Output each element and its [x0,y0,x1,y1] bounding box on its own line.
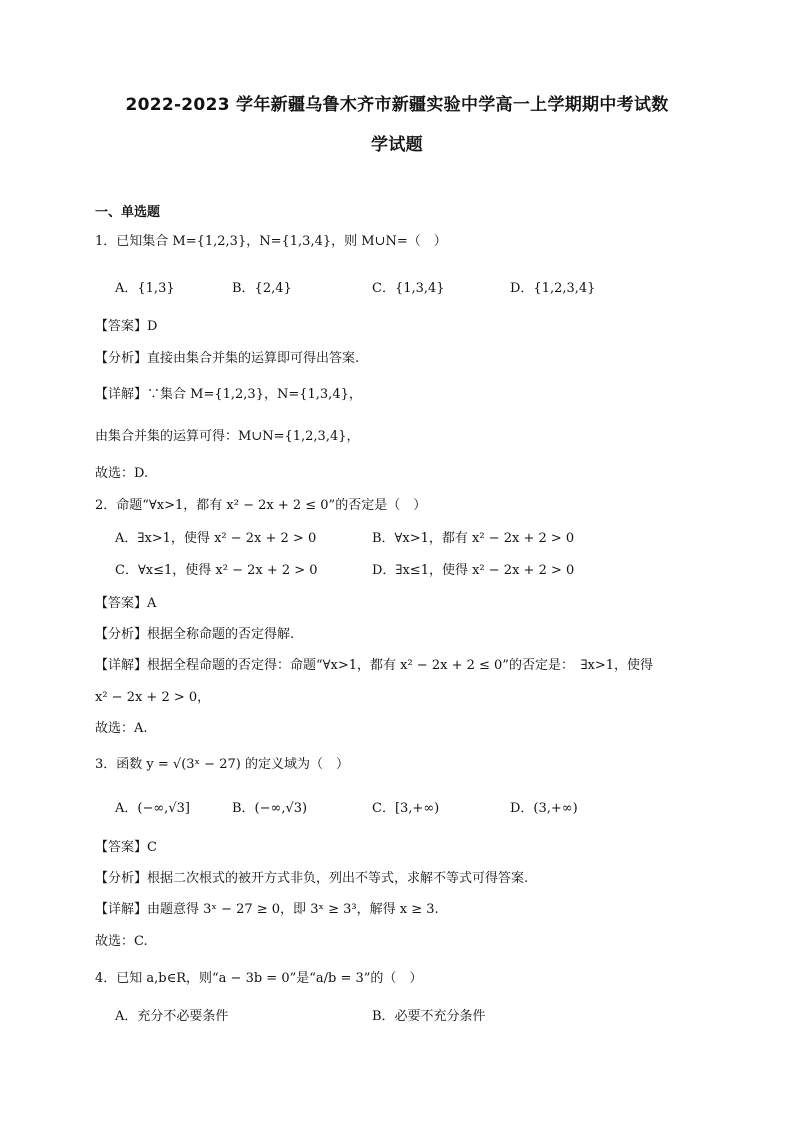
answer-value: D [147,319,158,334]
detail-text: ∵集合 M={1,2,3}，N={1,3,4}， [147,387,362,402]
doc-title-line2: 学试题 [371,135,423,155]
detail-tag: 【详解】 [95,902,148,917]
q2-option-d: D．∃x≤1，使得 x² − 2x + 2 > 0 [372,563,575,578]
answer-value: A [147,596,157,611]
q1-detail-2: 由集合并集的运算可得：M∪N={1,2,3,4}， [95,429,360,444]
analysis-text: 根据二次根式的被开方式非负，列出不等式，求解不等式可得答案. [147,871,529,886]
q2-option-b: B．∀x>1，都有 x² − 2x + 2 > 0 [372,531,575,546]
q3-option-b: B．(−∞,√3) [232,801,308,816]
q1-option-c: C．{1,3,4} [372,281,445,296]
q3-analysis [95,870,528,888]
q3-conclusion: 故选：C. [95,934,148,949]
q1-detail [95,386,362,404]
analysis-tag: 【分析】 [95,871,148,886]
q2-detail [95,657,653,675]
answer-value: C [147,840,157,855]
q1-option-a: A．{1,3} [115,281,175,296]
analysis-text: 根据全称命题的否定得解. [147,627,295,642]
q3-stem: 3．函数 y = √(3ˣ − 27) 的定义域为（ ） [95,757,349,772]
q2-option-a: A．∃x>1，使得 x² − 2x + 2 > 0 [115,531,317,546]
detail-tag: 【详解】 [95,387,148,402]
q2-analysis [95,626,294,644]
q1-option-b: B．{2,4} [232,281,292,296]
answer-tag: 【答案】 [95,319,148,334]
q4-option-a: A．充分不必要条件 [115,1009,229,1024]
q2-answer [95,595,156,613]
q2-option-c: C．∀x≤1，使得 x² − 2x + 2 > 0 [115,563,318,578]
answer-tag: 【答案】 [95,596,148,611]
analysis-text: 直接由集合并集的运算即可得出答案. [147,351,360,366]
q3-option-a: A．(−∞,√3] [115,801,190,816]
q1-analysis [95,350,359,368]
q3-option-d: D．(3,+∞) [510,801,578,816]
answer-tag: 【答案】 [95,840,148,855]
q2-detail-2: x² − 2x + 2 > 0， [95,690,211,705]
detail-text: 由题意得 3ˣ − 27 ≥ 0，即 3ˣ ≥ 3³，解得 x ≥ 3. [147,902,439,917]
q1-stem: 1．已知集合 M={1,2,3}，N={1,3,4}，则 M∪N=（ ） [95,234,447,249]
q3-answer [95,839,157,857]
q2-conclusion: 故选：A. [95,721,148,736]
q1-conclusion: 故选：D. [95,466,149,481]
section-heading: 一、单选题 [95,205,161,220]
q4-stem: 4．已知 a,b∈R，则“a − 3b = 0”是“a/b = 3”的（ ） [95,971,423,986]
detail-text: 根据全程命题的否定得：命题“∀x>1，都有 x² − 2x + 2 ≤ 0”的否定是： ∃x>1，使得 [147,658,653,673]
doc-title-line1: 2022-2023 学年新疆乌鲁木齐市新疆实验中学高一上学期期中考试数 [125,95,669,115]
q1-option-d: D．{1,2,3,4} [510,281,596,296]
q4-option-b: B．必要不充分条件 [372,1009,486,1024]
analysis-tag: 【分析】 [95,627,148,642]
q1-answer [95,318,157,336]
analysis-tag: 【分析】 [95,351,148,366]
q2-stem: 2．命题“∀x>1，都有 x² − 2x + 2 ≤ 0”的否定是（ ） [95,498,427,513]
q3-detail [95,901,439,919]
q3-option-c: C．[3,+∞) [372,801,440,816]
detail-tag: 【详解】 [95,658,148,673]
